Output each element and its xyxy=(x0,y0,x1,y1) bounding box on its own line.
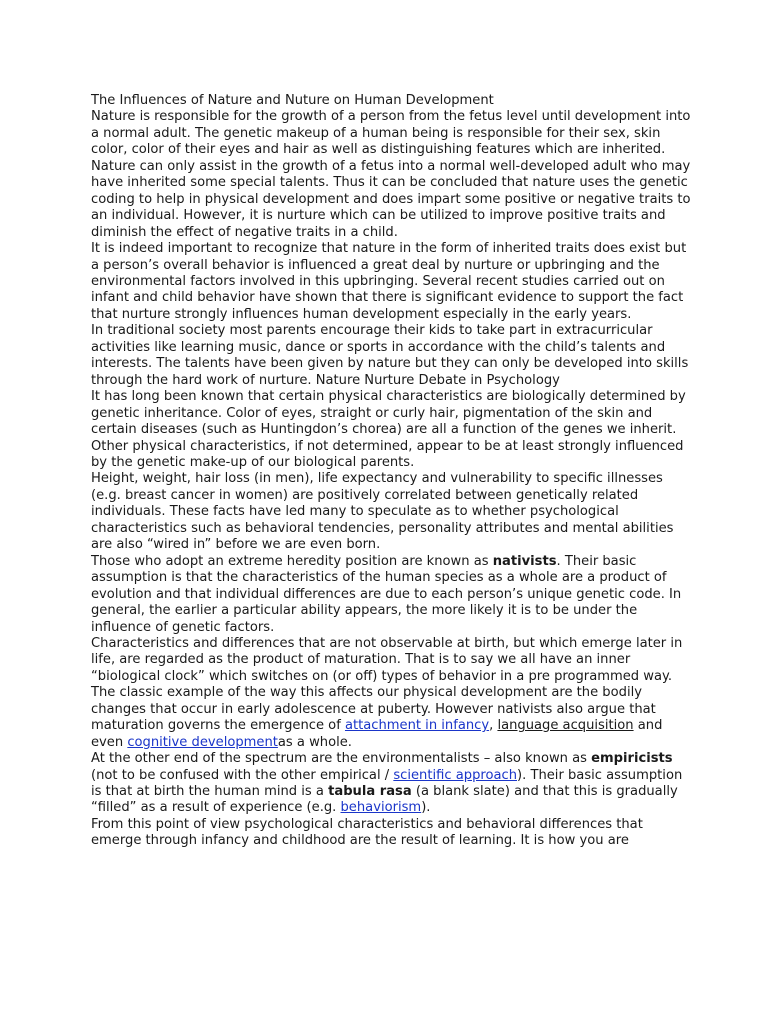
p7-text-a: Those who adopt an extreme heredity position are known as xyxy=(91,553,493,569)
paragraph-10: From this point of view psychological characteristics and behavioral differences that emerge through infancy and childhood are the result of learning. It is how you are xyxy=(91,816,643,849)
p9-text-c: ). Their basic assumption is that at birth the human mind is a xyxy=(91,767,683,800)
link-attachment-in-infancy[interactable]: attachment in infancy xyxy=(344,718,490,734)
paragraph-7 xyxy=(91,554,691,636)
document-title: The Influences of Nature and Nuture on Human Development xyxy=(91,93,494,108)
p8-text-b: , xyxy=(489,718,498,734)
p8-text-c: and even xyxy=(91,718,663,750)
link-scientific-approach[interactable]: scientific approach xyxy=(393,767,518,783)
link-behaviorism[interactable]: behaviorism xyxy=(340,800,422,816)
paragraph-3: It is indeed important to recognize that nature in the form of inherited traits does exist but a person’s overall behavior is influenced a great deal by nurture or upbringing and the environmental factors involved in this upbringing. Several recent studies carried out on infant and child behavior have shown that there is significant evidence to support the fact that nurture strongly influences human development especially in the early years. xyxy=(91,241,687,322)
link-language-acquisition[interactable]: language acquisition xyxy=(497,718,634,734)
p8-text-a: Characteristics and differences that are not observable at birth, but which emerge later in life, are regarded as the product of maturation. That is to say we all have an inner “biological clock” which switches on (or off) types of behavior in a pre programmed way. The classic example of the way this affects our physical development are the bodily changes that occur in early adolescence at puberty. However nativists also argue that maturation governs the emergence of xyxy=(91,635,683,734)
paragraph-1: Nature is responsible for the growth of a person from the fetus level until development into a normal adult. The genetic makeup of a human being is responsible for their sex, skin color, color of their eyes and hair as well as distinguishing features which are inherited. xyxy=(91,109,691,158)
p9-text-e: ). xyxy=(421,800,431,816)
paragraph-9 xyxy=(91,751,691,817)
paragraph-6: Height, weight, hair loss (in men), life expectancy and vulnerability to specific illnesses (e.g. breast cancer in women) are positively correlated between genetically related individuals. These facts have led many to speculate as to whether psychological characteristics such as behavioral tendencies, personality attributes and mental abilities are also “wired in” before we are even born. xyxy=(91,471,674,553)
link-cognitive-development[interactable]: cognitive development xyxy=(127,734,278,750)
p9-text-d: (a blank slate) and that this is gradually “filled” as a result of experience (e.g. xyxy=(91,784,678,816)
paragraph-4: In traditional society most parents encourage their kids to take part in extracurricular activities like learning music, dance or sports in accordance with the child’s talents and interests. The talents have been given by nature but they can only be developed into skills through the hard work of nurture. Nature Nurture Debate in Psychology xyxy=(91,323,689,388)
p9-text-b: (not to be confused with the other empirical / xyxy=(91,767,394,783)
term-empiricists: empiricists xyxy=(591,751,673,767)
p7-text-b: . Their basic assumption is that the characteristics of the human species as a whole are a product of evolution and that individual differences are due to each person’s unique genetic code. In general, the earlier a particular ability appears, the more likely it is to be under the influence of genetic factors. xyxy=(91,553,682,635)
document-body xyxy=(91,93,691,850)
term-nativists: nativists xyxy=(492,553,557,569)
p9-text-a: At the other end of the spectrum are the environmentalists – also known as xyxy=(91,751,592,767)
paragraph-2: Nature can only assist in the growth of a fetus into a normal well-developed adult who may have inherited some special talents. Thus it can be concluded that nature uses the genetic coding to help in physical development and does impart some positive or negative traits to an individual. However, it is nurture which can be utilized to improve positive traits and diminish the effect of negative traits in a child. xyxy=(91,158,691,240)
p8-text-d: as a whole. xyxy=(277,734,352,750)
term-tabula-rasa: tabula rasa xyxy=(328,784,412,800)
paragraph-5: It has long been known that certain physical characteristics are biologically determined by genetic inheritance. Color of eyes, straight or curly hair, pigmentation of the skin and certain diseases (such as Huntingdon’s chorea) are all a function of the genes we inherit. Other physical characteristics, if not determined, appear to be at least strongly influenced by the genetic make-up of our biological parents. xyxy=(91,389,686,470)
paragraph-8 xyxy=(91,636,691,751)
